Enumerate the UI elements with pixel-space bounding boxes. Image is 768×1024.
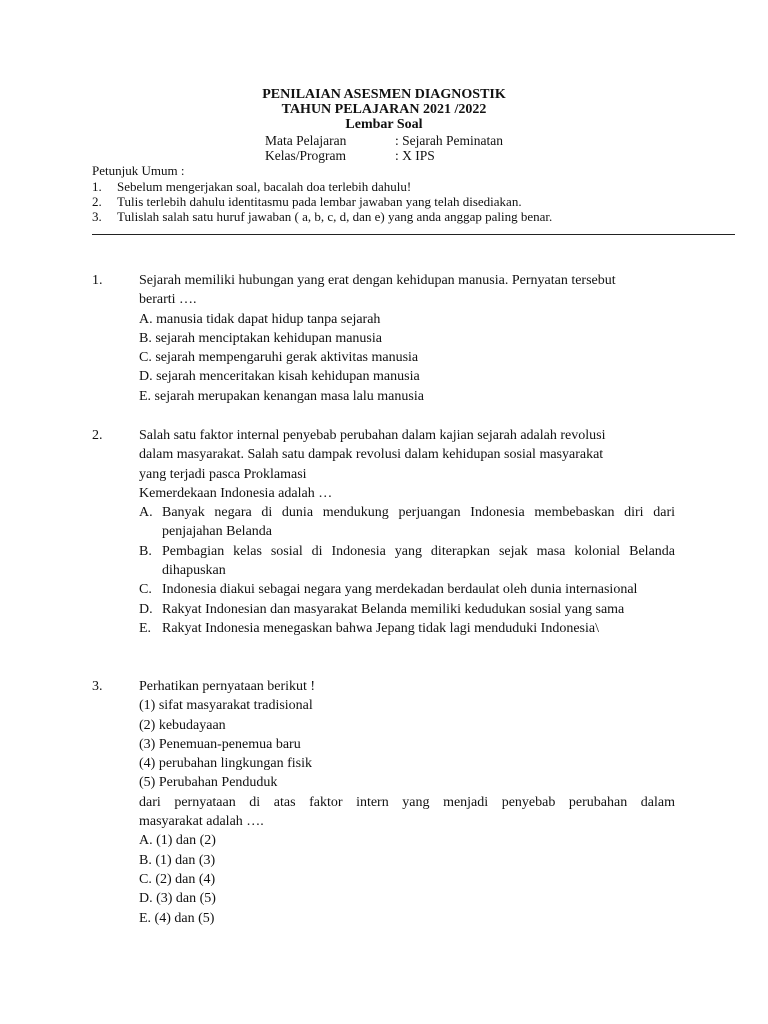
- answer-option: A. manusia tidak dapat hidup tanpa sejarah: [139, 311, 381, 327]
- answer-option: D. sejarah menceritakan kisah kehidupan manusia: [139, 369, 420, 385]
- answer-option: C. (2) dan (4): [139, 871, 216, 887]
- option-letter: B.: [139, 543, 152, 559]
- option-text: Pembagian kelas sosial di Indonesia yang diterapkan sejak masa kolonial Belanda dihapuskan: [162, 543, 675, 579]
- meta-label: Kelas/Program: [265, 148, 346, 163]
- option-text: Banyak negara di dunia mendukung perjuangan Indonesia membebaskan diri dari penjajahan Belanda: [162, 505, 675, 540]
- option-text: Indonesia diakui sebagai negara yang merdekadan berdaulat oleh dunia internasional: [162, 582, 638, 598]
- answer-option: [139, 542, 675, 581]
- instruction-number: 1.: [92, 179, 102, 194]
- answer-option: B. sejarah menciptakan kehidupan manusia: [139, 330, 382, 346]
- meta-label: Mata Pelajaran: [265, 133, 347, 148]
- question-body: [139, 271, 675, 406]
- question-number: 1.: [92, 273, 103, 288]
- instruction-item: [92, 194, 734, 209]
- question-number: 3.: [92, 679, 103, 694]
- document-header: [0, 87, 768, 132]
- question-prompt: masyarakat adalah ….: [139, 814, 264, 830]
- general-instructions: [92, 163, 734, 224]
- meta-value: : X IPS: [395, 148, 435, 163]
- instruction-text: Tulislah salah satu huruf jawaban ( a, b, c, d, dan e) yang anda anggap paling benar.: [117, 209, 553, 224]
- instruction-text: Sebelum mengerjakan soal, bacalah doa terlebih dahulu!: [117, 179, 412, 194]
- instruction-item: [92, 209, 734, 224]
- academic-year: TAHUN PELAJARAN 2021 /2022: [281, 102, 487, 117]
- sheet-title: Lembar Soal: [345, 117, 423, 132]
- question-stem: berarti ….: [139, 292, 197, 308]
- statement-item: (4) perubahan lingkungan fisik: [139, 756, 313, 772]
- instruction-number: 3.: [92, 209, 102, 224]
- question-stem: Perhatikan pernyataan berikut !: [139, 679, 316, 694]
- question-body: [139, 677, 675, 928]
- question-number: 2.: [92, 428, 103, 443]
- question-stem: dalam masyarakat. Salah satu dampak revolusi dalam kehidupan sosial masyarakat: [139, 447, 604, 463]
- answer-option: C. sejarah mempengaruhi gerak aktivitas manusia: [139, 350, 419, 366]
- instruction-text: Tulis terlebih dahulu identitasmu pada lembar jawaban yang telah disediakan.: [117, 194, 522, 209]
- exam-title: PENILAIAN ASESMEN DIAGNOSTIK: [262, 87, 506, 102]
- option-text: Rakyat Indonesian dan masyarakat Belanda memiliki kedudukan sosial yang sama: [162, 601, 625, 617]
- option-letter: E.: [139, 620, 152, 636]
- answer-option: [139, 503, 675, 542]
- option-text: Rakyat Indonesia menegaskan bahwa Jepang tidak lagi menduduki Indonesia\: [162, 620, 599, 636]
- answer-option: E. (4) dan (5): [139, 910, 215, 926]
- answer-option: [139, 600, 675, 619]
- answer-option: A. (1) dan (2): [139, 833, 216, 849]
- question-stem: Sejarah memiliki hubungan yang erat dengan kehidupan manusia. Pernyatan tersebut: [139, 273, 616, 288]
- answer-option: [139, 619, 675, 638]
- answer-option: D. (3) dan (5): [139, 891, 216, 907]
- question-body: [139, 426, 675, 638]
- answer-option: B. (1) dan (3): [139, 852, 216, 868]
- instruction-item: [92, 179, 734, 194]
- instruction-number: 2.: [92, 194, 102, 209]
- option-letter: A.: [139, 505, 153, 521]
- question-stem: Salah satu faktor internal penyebab perubahan dalam kajian sejarah adalah revolusi: [139, 428, 606, 443]
- meta-value: : Sejarah Peminatan: [395, 133, 503, 148]
- question-stem: yang terjadi pasca Proklamasi: [139, 466, 307, 482]
- answer-option: E. sejarah merupakan kenangan masa lalu manusia: [139, 388, 424, 404]
- statement-item: (1) sifat masyarakat tradisional: [139, 698, 313, 714]
- instructions-title: Petunjuk Umum :: [92, 163, 185, 178]
- header-divider: [92, 234, 735, 235]
- question-stem: Kemerdekaan Indonesia adalah …: [139, 485, 333, 501]
- statement-item: (2) kebudayaan: [139, 717, 226, 733]
- option-letter: D.: [139, 601, 153, 617]
- statement-item: (3) Penemuan-penemua baru: [139, 736, 301, 752]
- statement-item: (5) Perubahan Penduduk: [139, 775, 278, 791]
- option-letter: C.: [139, 582, 152, 598]
- question-prompt: dari pernyataan di atas faktor intern yang menjadi penyebab perubahan dalam: [139, 794, 675, 810]
- answer-option: [139, 580, 675, 599]
